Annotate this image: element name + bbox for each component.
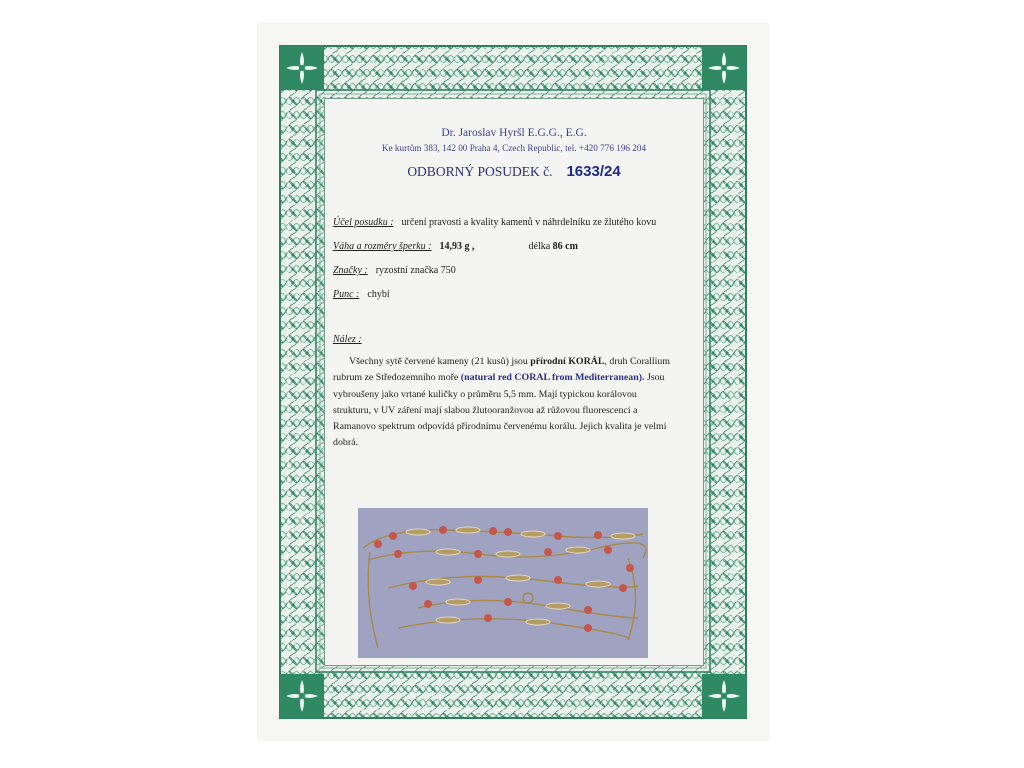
- field-value: 86 cm: [552, 241, 578, 252]
- field-label: Značky :: [333, 265, 368, 276]
- finding-bold: přírodní KORÁL: [530, 356, 605, 367]
- necklace-photo: [358, 508, 648, 658]
- field-value: chybí: [367, 289, 390, 300]
- finding-part: Všechny sytě červené kameny (21 kusů) jsou: [349, 356, 531, 367]
- document-title: [325, 163, 703, 180]
- field-label: Účel posudku :: [333, 217, 394, 228]
- finding-label: Nález :: [333, 334, 362, 345]
- corner-ornament-icon: [280, 674, 324, 718]
- issuer-address: Ke kurtům 383, 142 00 Praha 4, Czech Republic, tel. +420 776 196 204: [381, 143, 647, 153]
- field-purpose: [333, 217, 656, 228]
- corner-ornament-icon: [280, 46, 324, 90]
- certificate-sheet: [258, 24, 768, 740]
- finding-part: Jsou vybroušeny jako vrtané kuličky o průměru 5,5 mm. Mají typickou korálovou strukturu, v UV záření mají slabou žlutooranžovou až růžovou fluorescenci a Ramanovo spektrum odpovídá přírodnímu červenému korálu. Jejich kvalita je velmi dobrá.: [333, 372, 667, 449]
- certificate-number: 1633/24: [566, 163, 621, 180]
- field-label: Váha a rozměry šperku :: [333, 241, 432, 252]
- finding-part: , druh Corallium rubrum ze Středozemního moře: [333, 356, 670, 384]
- issuer-name: Dr. Jaroslav Hyršl E.G.G., E.G.: [441, 127, 587, 139]
- field-value: ryzostní značka 750: [375, 265, 456, 276]
- field-marks: [333, 265, 456, 276]
- finding-english: (natural red CORAL from Mediterranean).: [460, 372, 645, 384]
- field-label: délka: [528, 241, 551, 252]
- corner-ornament-icon: [702, 674, 746, 718]
- field-value: určení pravosti a kvality kamenů v náhrdelníku ze žlutého kovu: [401, 217, 657, 228]
- title-text: ODBORNÝ POSUDEK č.: [407, 164, 553, 179]
- field-weight: [333, 241, 578, 252]
- field-value: 14,93 g ,: [439, 241, 475, 252]
- field-label: Punc :: [333, 289, 360, 300]
- finding-text: [333, 354, 673, 452]
- field-hallmark: [333, 289, 390, 300]
- corner-ornament-icon: [702, 46, 746, 90]
